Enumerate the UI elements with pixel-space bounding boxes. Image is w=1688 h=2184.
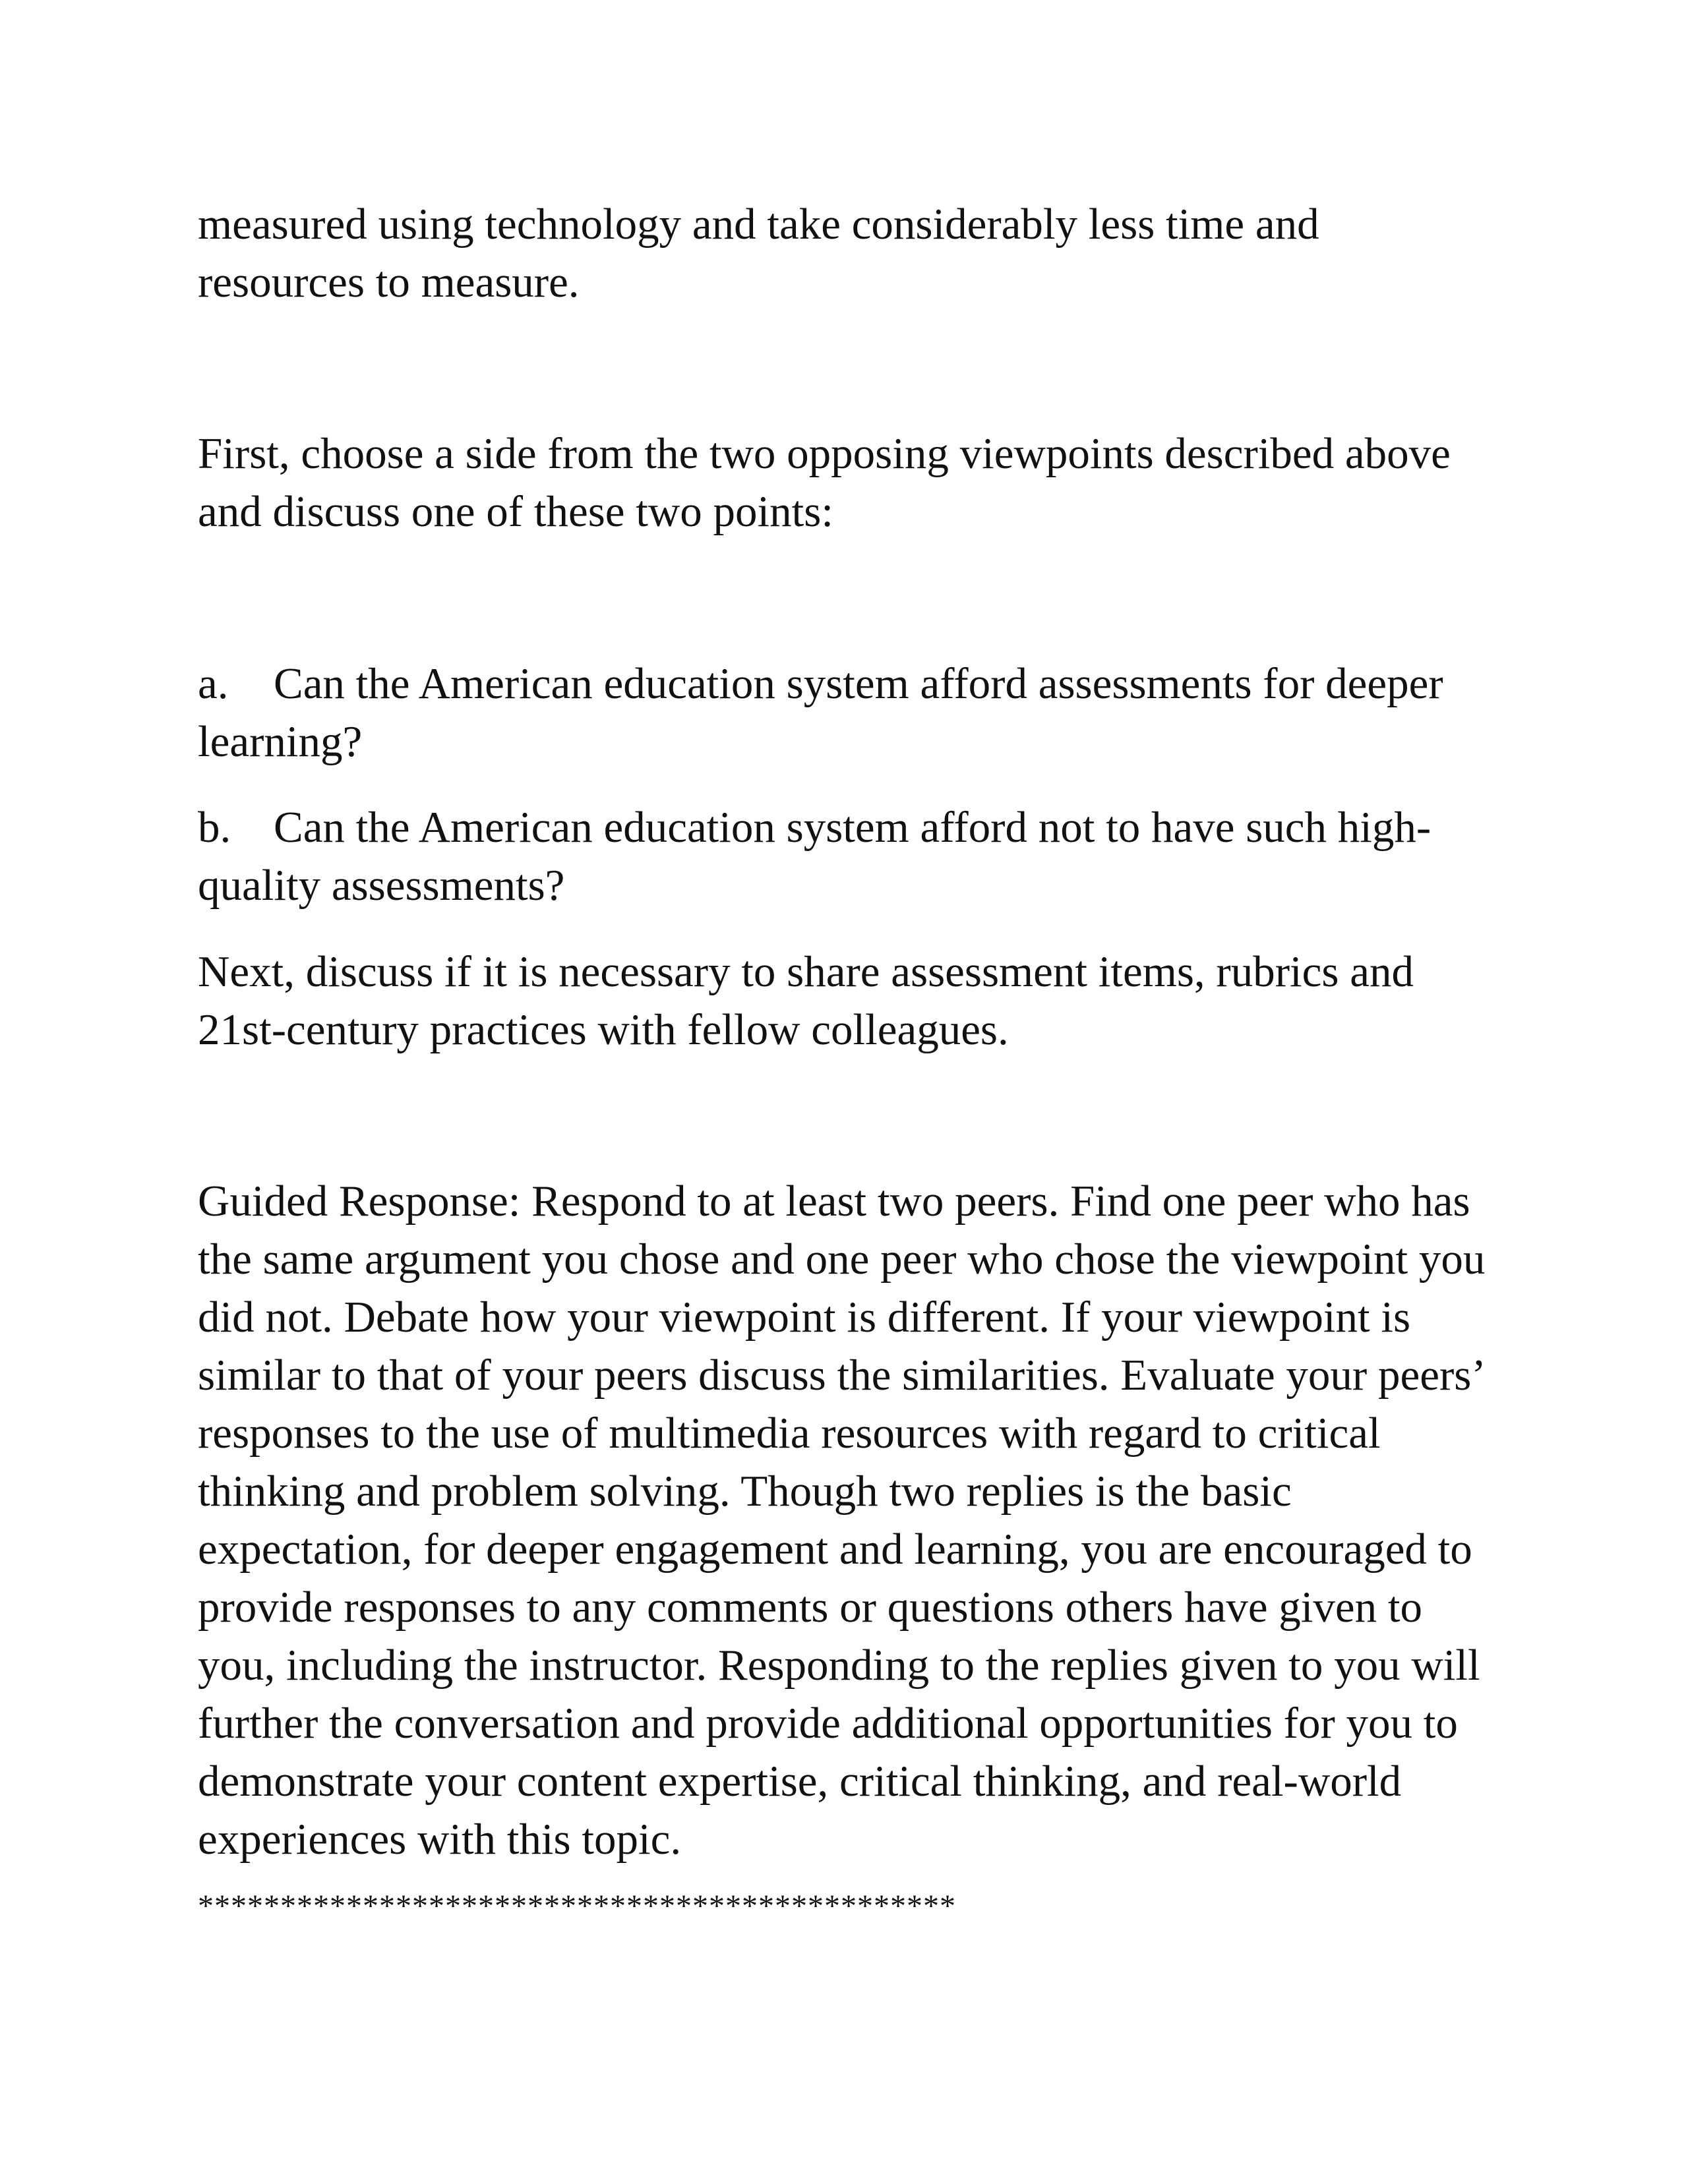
guided-response-line: Guided Response: Respond to at least two peers. Find one peer who has <box>198 1177 1470 1225</box>
option-b-first-line <box>198 798 1490 856</box>
guided-response-line: you, including the instructor. Responding to the replies given to you will <box>198 1641 1480 1690</box>
option-a-item <box>198 655 1490 771</box>
option-a-marker: a. <box>198 659 229 708</box>
guided-response-line: provide responses to any comments or questions others have given to <box>198 1583 1423 1632</box>
first-prompt-paragraph <box>198 425 1490 541</box>
first-prompt-line: and discuss one of these two points: <box>198 487 833 536</box>
option-a-line: learning? <box>198 717 363 766</box>
option-b-text: Can the American education system afford not to have such high- <box>274 803 1432 852</box>
guided-response-paragraph <box>198 1172 1490 1868</box>
guided-response-line: responses to the use of multimedia resources with regard to critical <box>198 1409 1381 1458</box>
first-prompt-line: First, choose a side from the two opposing viewpoints described above <box>198 429 1451 478</box>
guided-response-line: thinking and problem solving. Though two replies is the basic <box>198 1467 1292 1516</box>
next-prompt-line: Next, discuss if it is necessary to share assessment items, rubrics and <box>198 947 1414 996</box>
next-prompt-paragraph <box>198 943 1490 1059</box>
option-b-line: quality assessments? <box>198 861 565 910</box>
intro-line: measured using technology and take considerably less time and <box>198 200 1319 249</box>
option-a-text: Can the American education system afford assessments for deeper <box>274 659 1443 708</box>
guided-response-line: did not. Debate how your viewpoint is different. If your viewpoint is <box>198 1293 1411 1342</box>
guided-response-line: expectation, for deeper engagement and learning, you are encouraged to <box>198 1525 1472 1574</box>
guided-response-line: similar to that of your peers discuss the similarities. Evaluate your peers’ <box>198 1351 1486 1400</box>
option-b-marker: b. <box>198 803 231 852</box>
option-b-item <box>198 798 1490 914</box>
option-a-first-line <box>198 655 1490 713</box>
guided-response-line: the same argument you chose and one peer who chose the viewpoint you <box>198 1235 1486 1284</box>
guided-response-line: experiences with this topic. <box>198 1815 682 1864</box>
guided-response-line: further the conversation and provide additional opportunities for you to <box>198 1699 1458 1748</box>
asterisk-separator: ********************************************** <box>198 1889 956 1924</box>
intro-line: resources to measure. <box>198 258 580 307</box>
intro-paragraph <box>198 195 1490 311</box>
guided-response-line: demonstrate your content expertise, critical thinking, and real-world <box>198 1757 1402 1806</box>
next-prompt-line: 21st-century practices with fellow colleagues. <box>198 1005 1009 1054</box>
